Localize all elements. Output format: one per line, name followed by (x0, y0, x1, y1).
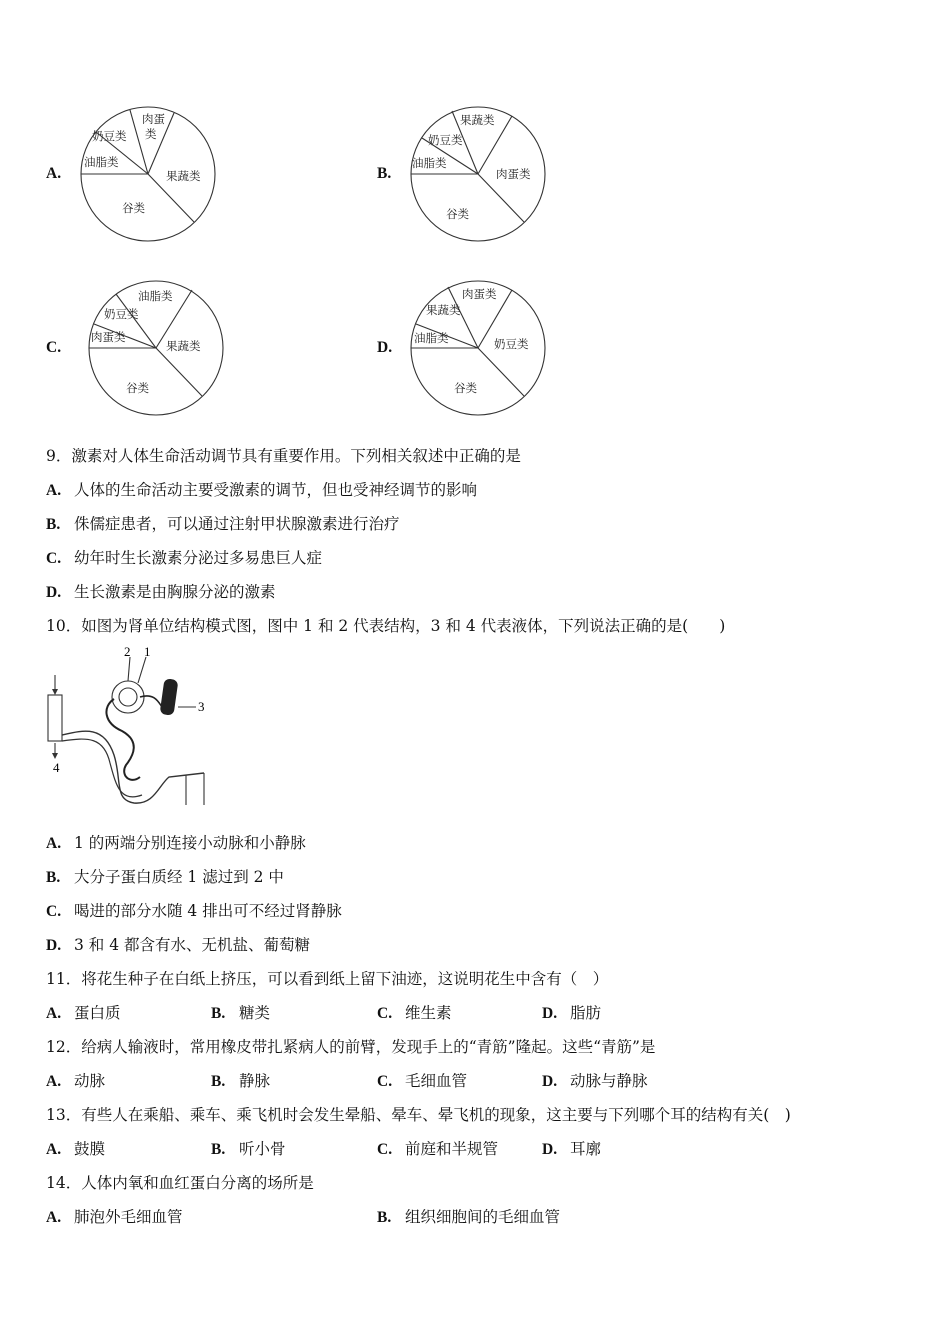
answer-option[interactable] (542, 1139, 601, 1160)
pie-label: 果蔬类 (166, 339, 201, 353)
pie-label: 奶豆类 (104, 307, 139, 321)
option-text: 生长激素是由胸腺分泌的激素 (74, 583, 276, 601)
option-letter: B. (46, 516, 61, 533)
answer-option[interactable] (46, 833, 306, 854)
option-letter: B. (211, 1073, 226, 1090)
option-text: 脂肪 (570, 1004, 602, 1022)
pie-label: 果蔬类 (166, 169, 201, 183)
option-text: 3 和 4 都含有水、无机盐、葡萄糖 (74, 936, 311, 954)
option-text: 1 的两端分别连接小动脉和小静脉 (74, 834, 306, 852)
answer-option[interactable] (211, 1139, 286, 1160)
option-letter: C. (46, 903, 62, 920)
answer-option[interactable] (377, 1139, 498, 1160)
option-letter: D. (542, 1005, 558, 1022)
pie-label: 奶豆类 (428, 133, 463, 147)
option-text: 动脉 (74, 1072, 106, 1090)
option-letter: D. (542, 1073, 558, 1090)
answer-option[interactable] (46, 480, 477, 501)
option-letter: C. (46, 339, 62, 356)
answer-option[interactable] (211, 1071, 270, 1092)
answer-option[interactable] (211, 1003, 270, 1024)
pie-label: 果蔬类 (426, 303, 461, 317)
pie-label: 油脂类 (412, 156, 447, 170)
figure-label: 4 (53, 760, 60, 775)
question-stem: 11．将花生种子在白纸上挤压，可以看到纸上留下油迹，这说明花生中含有（ ） (46, 970, 609, 988)
option-letter: B. (46, 869, 61, 886)
option-letter: B. (211, 1005, 226, 1022)
option-text: 前庭和半规管 (405, 1140, 499, 1158)
option-text: 维生素 (405, 1004, 452, 1022)
option-letter: C. (377, 1141, 393, 1158)
option-letter: C. (46, 550, 62, 567)
option-letter: D. (377, 339, 393, 356)
pie-label: 果蔬类 (460, 113, 495, 127)
pie-chart-b (408, 104, 548, 244)
option-text: 鼓膜 (74, 1140, 106, 1158)
option-letter: A. (46, 835, 62, 852)
option-text: 幼年时生长激素分泌过多易患巨人症 (74, 549, 323, 567)
answer-option[interactable] (46, 901, 342, 922)
option-letter: A. (46, 1209, 62, 1226)
answer-option[interactable] (46, 582, 276, 603)
option-text: 肺泡外毛细血管 (74, 1208, 183, 1226)
pie-chart-a (78, 104, 218, 244)
pie-label: 肉蛋类 (462, 287, 497, 301)
pie-label: 油脂类 (84, 155, 119, 169)
answer-option[interactable] (542, 1071, 648, 1092)
question-stem: 13．有些人在乘船、乘车、乘飞机时会发生晕船、晕车、晕飞机的现象，这主要与下列哪个耳的结构有关( ) (46, 1106, 791, 1124)
option-text: 毛细血管 (405, 1072, 468, 1090)
option-letter: D. (46, 937, 62, 954)
option-text: 人体的生命活动主要受激素的调节，但也受神经调节的影响 (74, 481, 478, 499)
answer-option[interactable] (46, 1071, 105, 1092)
question-stem: 14．人体内氧和血红蛋白分离的场所是 (46, 1174, 314, 1192)
answer-option[interactable] (46, 548, 322, 569)
option-letter: D. (542, 1141, 558, 1158)
option-text: 听小骨 (239, 1140, 286, 1158)
figure-label: 3 (198, 699, 205, 714)
answer-option[interactable] (542, 1003, 601, 1024)
option-text: 组织细胞间的毛细血管 (405, 1208, 561, 1226)
answer-option[interactable] (377, 1071, 467, 1092)
pie-label: 奶豆类 (92, 129, 127, 143)
nephron-diagram (44, 645, 210, 807)
answer-option[interactable] (46, 1207, 183, 1228)
option-text: 蛋白质 (74, 1004, 121, 1022)
option-letter: C. (377, 1005, 393, 1022)
option-text: 耳廓 (570, 1140, 602, 1158)
question-stem: 9．激素对人体生命活动调节具有重要作用。下列相关叙述中正确的是 (46, 447, 521, 465)
option-letter: D. (46, 584, 62, 601)
answer-option[interactable] (46, 514, 400, 535)
option-text: 糖类 (239, 1004, 271, 1022)
option-letter: A. (46, 482, 62, 499)
answer-option[interactable] (46, 867, 284, 888)
question-stem: 12．给病人输液时，常用橡皮带扎紧病人的前臂，发现手上的“青筋”隆起。这些“青筋”是 (46, 1038, 656, 1056)
answer-option[interactable] (46, 1139, 105, 1160)
option-text: 静脉 (239, 1072, 271, 1090)
option-text: 动脉与静脉 (570, 1072, 648, 1090)
pie-label: 油脂类 (414, 331, 449, 345)
option-letter: B. (377, 165, 392, 182)
pie-label: 奶豆类 (494, 337, 529, 351)
answer-option[interactable] (46, 1003, 121, 1024)
option-text: 侏儒症患者，可以通过注射甲状腺激素进行治疗 (74, 515, 400, 533)
pie-label: 油脂类 (138, 289, 173, 303)
answer-option[interactable] (46, 935, 310, 956)
option-letter: A. (46, 1005, 62, 1022)
option-letter: B. (211, 1141, 226, 1158)
pie-label: 肉蛋 (142, 112, 165, 126)
pie-label: 肉蛋类 (496, 167, 531, 181)
answer-option[interactable] (377, 1003, 452, 1024)
option-letter: A. (46, 165, 62, 182)
pie-label: 谷类 (126, 381, 149, 395)
option-letter: C. (377, 1073, 393, 1090)
option-letter: A. (46, 1141, 62, 1158)
figure-label: 1 (144, 645, 151, 659)
pie-label: 肉蛋类 (91, 330, 126, 344)
figure-label: 2 (124, 645, 131, 659)
option-letter: A. (46, 1073, 62, 1090)
pie-chart-d (408, 278, 548, 418)
option-text: 大分子蛋白质经 1 滤过到 2 中 (74, 868, 284, 886)
question-stem: 10．如图为肾单位结构模式图，图中 1 和 2 代表结构，3 和 4 代表液体，下列说法正确的是( ) (46, 617, 726, 635)
answer-option[interactable] (377, 1207, 560, 1228)
pie-label: 谷类 (122, 201, 145, 215)
pie-label: 谷类 (454, 381, 477, 395)
option-letter: B. (377, 1209, 392, 1226)
pie-label: 类 (145, 127, 157, 141)
pie-label: 谷类 (446, 207, 469, 221)
pie-chart-c (86, 278, 226, 418)
option-text: 喝进的部分水随 4 排出可不经过肾静脉 (74, 902, 342, 920)
